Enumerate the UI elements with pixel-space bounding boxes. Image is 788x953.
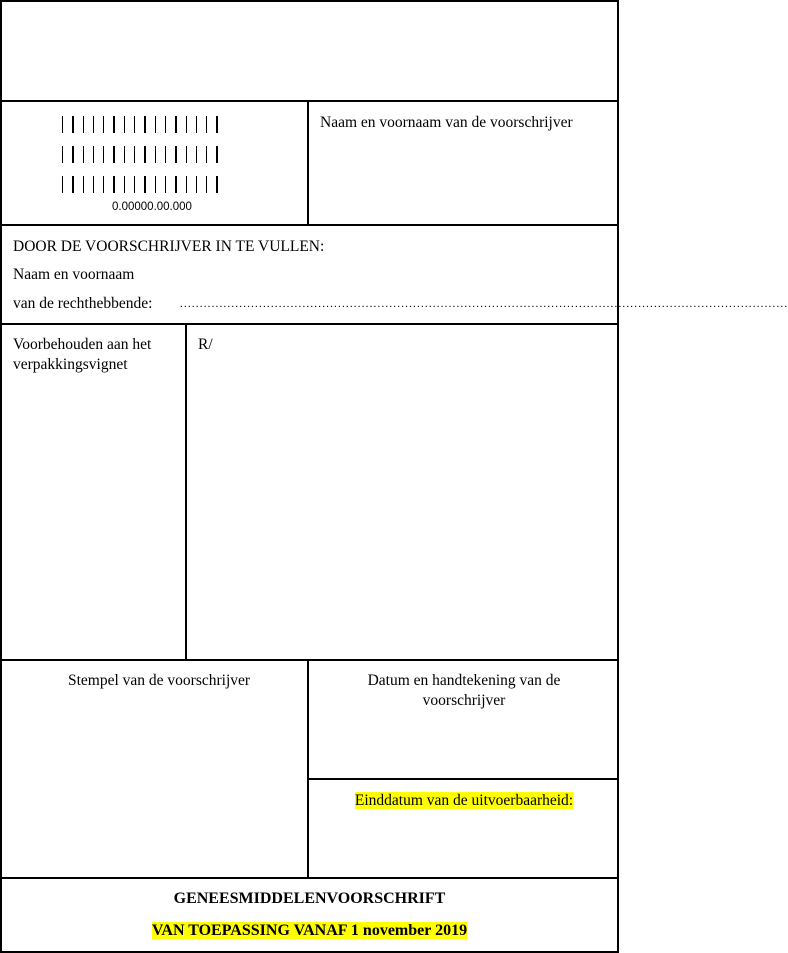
barcode-bar — [124, 146, 125, 163]
barcode-bar — [196, 176, 197, 193]
prescription-symbol: R/ — [198, 336, 213, 353]
divider-barcode-prescriber — [307, 100, 309, 226]
end-date-label-wrap — [311, 791, 617, 811]
divider-vignette-prescription — [185, 323, 187, 661]
barcode-bar — [134, 176, 135, 193]
barcode-bar — [165, 116, 166, 133]
footer-title: GENEESMIDDELENVOORSCHRIFT — [173, 890, 446, 907]
barcode-bar — [124, 176, 125, 193]
barcode-bar — [175, 146, 176, 163]
divider-top — [2, 100, 617, 102]
barcode-row — [62, 176, 252, 193]
barcode-bar — [216, 146, 217, 163]
beneficiary-label-line1: Naam en voornaam — [13, 266, 135, 283]
barcode-bar — [93, 176, 94, 193]
signature-label-line1: Datum en handtekening van de — [367, 672, 561, 689]
vignette-label-line2: verpakkingsvignet — [13, 356, 128, 373]
barcode-bar — [113, 116, 114, 133]
divider-signature-enddate — [309, 778, 617, 780]
vignette-label-line1: Voorbehouden aan het — [13, 336, 152, 353]
divider-above-footer — [2, 877, 617, 879]
barcode-bar — [196, 116, 197, 133]
stamp-label: Stempel van de voorschrijver — [68, 672, 251, 689]
barcode-bar — [134, 116, 135, 133]
barcode-bar — [196, 146, 197, 163]
barcode-bar — [72, 146, 73, 163]
barcode-bar — [216, 176, 217, 193]
barcode-bar — [175, 116, 176, 133]
beneficiary-label-line2: van de rechthebbende: — [13, 295, 153, 312]
barcode — [62, 116, 252, 206]
divider-stamp-signature — [307, 659, 309, 879]
barcode-bar — [165, 176, 166, 193]
footer-effective-date: VAN TOEPASSING VANAF 1 november 2019 — [151, 922, 468, 939]
divider-below-fill-section — [2, 323, 617, 325]
barcode-row — [62, 146, 252, 163]
fill-section-heading: DOOR DE VOORSCHRIJVER IN TE VULLEN: — [13, 238, 325, 255]
barcode-bar — [206, 146, 207, 163]
barcode-bar — [83, 146, 84, 163]
barcode-bar — [83, 116, 84, 133]
barcode-bar — [113, 176, 114, 193]
barcode-bar — [155, 146, 156, 163]
barcode-bar — [155, 176, 156, 193]
barcode-bar — [134, 146, 135, 163]
barcode-bar — [206, 116, 207, 133]
barcode-bar — [72, 176, 73, 193]
barcode-row — [62, 116, 252, 133]
barcode-bar — [206, 176, 207, 193]
barcode-bar — [144, 176, 145, 193]
barcode-bar — [113, 146, 114, 163]
barcode-bar — [144, 116, 145, 133]
signature-label-line2: voorschrijver — [422, 692, 506, 709]
barcode-bar — [93, 116, 94, 133]
footer-effective-wrap — [2, 921, 617, 941]
divider-below-barcode — [2, 224, 617, 226]
barcode-number: 0.00000.00.000 — [112, 201, 192, 213]
barcode-bar — [124, 116, 125, 133]
barcode-bar — [144, 146, 145, 163]
prescriber-name-label: Naam en voornaam van de voorschrijver — [320, 114, 573, 131]
barcode-bar — [103, 176, 104, 193]
beneficiary-name-field[interactable]: .......................................................................................................................................................... — [180, 298, 788, 310]
barcode-bar — [155, 116, 156, 133]
barcode-bar — [175, 176, 176, 193]
barcode-bar — [165, 146, 166, 163]
barcode-bar — [186, 146, 187, 163]
divider-below-prescription — [2, 659, 617, 661]
barcode-bar — [216, 116, 217, 133]
barcode-bar — [62, 176, 63, 193]
barcode-bar — [103, 116, 104, 133]
barcode-bar — [72, 116, 73, 133]
end-date-label: Einddatum van de uitvoerbaarheid: — [354, 792, 574, 809]
barcode-bar — [186, 176, 187, 193]
barcode-bar — [62, 146, 63, 163]
barcode-bar — [62, 116, 63, 133]
barcode-bar — [83, 176, 84, 193]
barcode-bar — [93, 146, 94, 163]
barcode-bar — [103, 146, 104, 163]
barcode-bar — [186, 116, 187, 133]
